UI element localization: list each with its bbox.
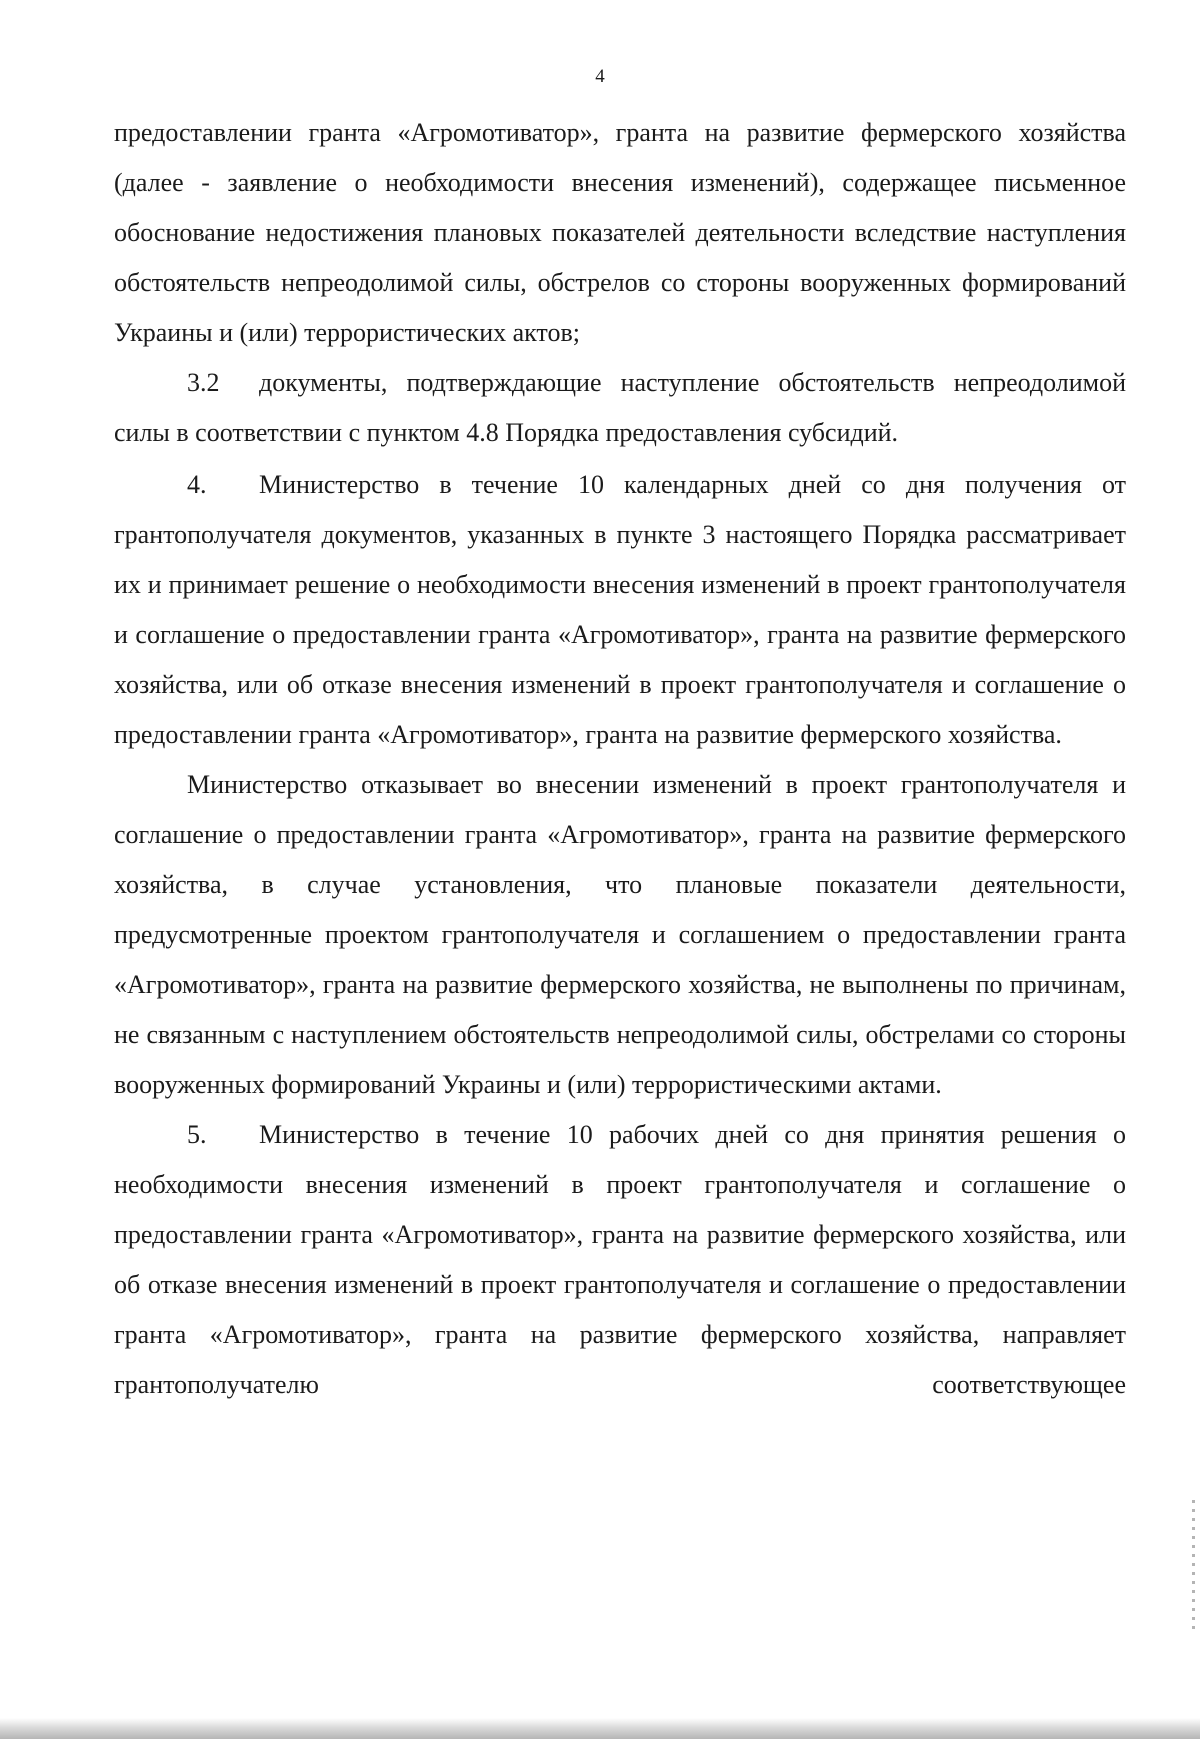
paragraph-text: предоставлении гранта «Агромотиватор», гранта на развитие фермерского хозяйства (далее - заявление о необходимости внесения изменений), содержащее письменное обоснование недостижения плановых показателей деятельности вследствие наступления обстоятельств непреодолимой силы, обстрелов со стороны вооруженных формирований Украины и (или) террористических актов; [114, 118, 1126, 347]
paragraph-refusal [114, 760, 1126, 1110]
page-number: 4 [595, 66, 605, 87]
document-body [114, 108, 1126, 1410]
paragraph-continuation [114, 108, 1126, 358]
paragraph-text: документы, подтверждающие наступление обстоятельств непреодолимой силы в соответствии с пунктом 4.8 Порядка предоставления субсидий. [114, 368, 1126, 447]
paragraph-text: Министерство в течение 10 рабочих дней со дня принятия решения о необходимости внесения изменений в проект грантополучателя и соглашение о предоставлении гранта «Агромотиватор», гранта на развитие фермерского хозяйства, или об отказе внесения изменений в проект грантополучателя и соглашение о предоставлении гранта «Агромотиватор», гранта на развитие фермерского хозяйства, направляет грантополучателю соответствующее [114, 1120, 1126, 1399]
item-number: 4. [187, 470, 207, 499]
paragraph-item-5 [114, 1110, 1126, 1410]
paragraph-text: Министерство в течение 10 календарных дней со дня получения от грантополучателя документов, указанных в пункте 3 настоящего Порядка рассматривает их и принимает решение о необходимости внесения изменений в проект грантополучателя и соглашение о предоставлении гранта «Агромотиватор», гранта на развитие фермерского хозяйства, или об отказе внесения изменений в проект грантополучателя и соглашение о предоставлении гранта «Агромотиватор», гранта на развитие фермерского хозяйства. [114, 470, 1126, 749]
paragraph-item-4 [114, 460, 1126, 760]
paragraph-text: Министерство отказывает во внесении изменений в проект грантополучателя и соглашение о предоставлении гранта «Агромотиватор», гранта на развитие фермерского хозяйства, в случае установления, что плановые показатели деятельности, предусмотренные проектом грантополучателя и соглашением о предоставлении гранта «Агромотиватор», гранта на развитие фермерского хозяйства, не выполнены по причинам, не связанным с наступлением обстоятельств непреодолимой силы, обстрелами со стороны вооруженных формирований Украины и (или) террористическими актами. [114, 770, 1126, 1099]
scan-artifact-right [1192, 1500, 1195, 1630]
item-number: 5. [187, 1120, 207, 1149]
paragraph-item-3-2 [114, 358, 1126, 458]
scan-artifact-bottom [0, 1718, 1200, 1739]
item-number: 3.2 [187, 368, 220, 397]
